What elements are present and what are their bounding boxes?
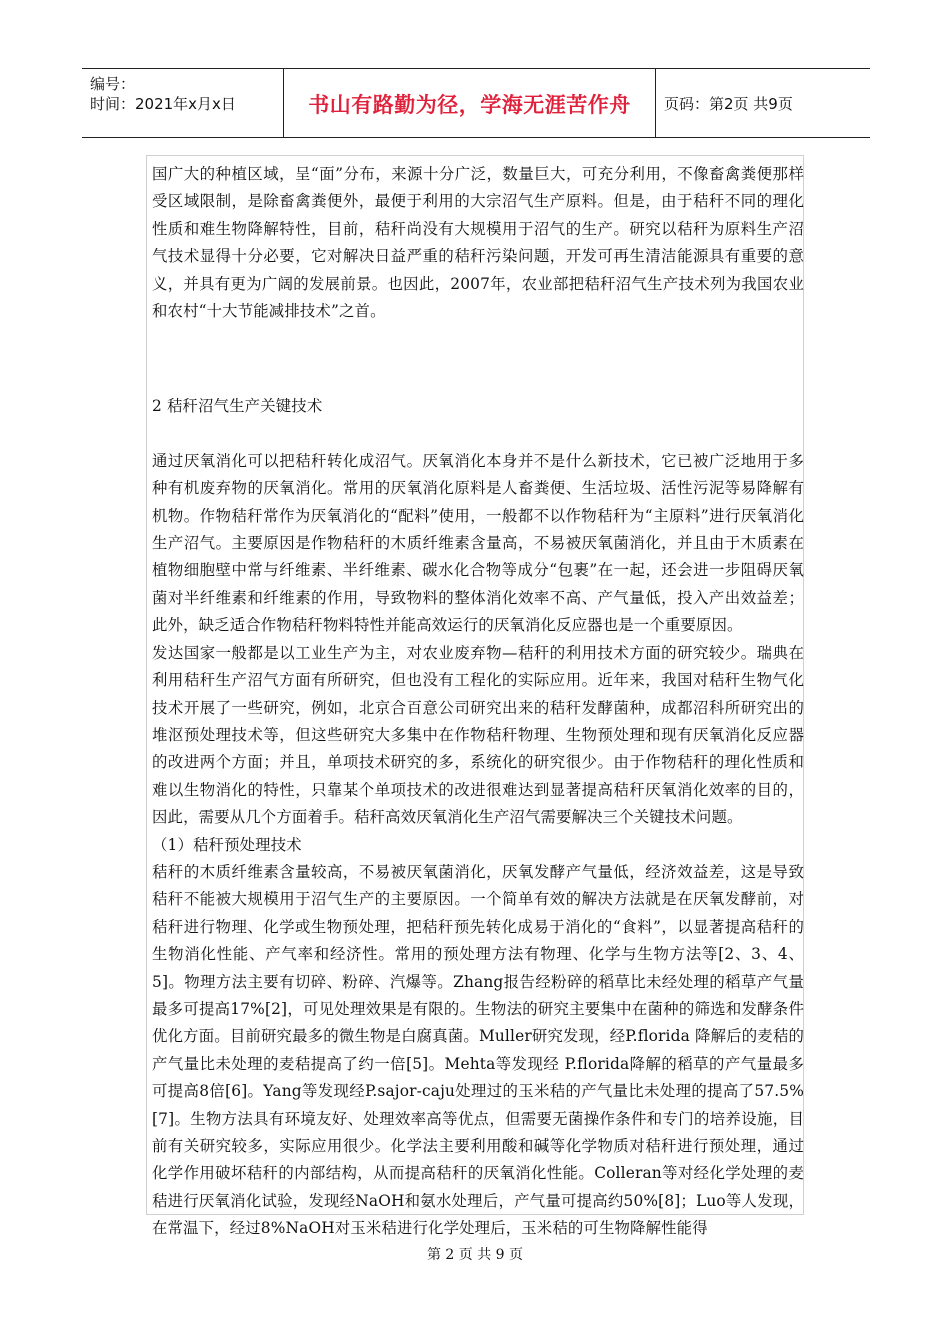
time-label: 时间：2021年x月x日 [90,95,236,113]
paragraph: 秸秆的木质纤维素含量较高，不易被厌氧菌消化，厌氧发酵产气量低，经济效益差，这是导致秸秆不能被大规模用于沼气生产的主要原因。一个简单有效的解决方法就是在厌氧发酵前，对秸秆进行物理、化学或生物预处理，把秸秆预先转化成易于消化的“食料”，以显著提高秸秆的生物消化性能、产气率和经济性。常用的预处理方法有物理、化学与生物方法等[2、3、4、5]。物理方法主要有切碎、粉碎、汽爆等。Zhang报告经粉碎的稻草比未经处理的稻草产气量最多可提高17%[2]，可见处理效果是有限的。生物法的研究主要集中在菌种的筛选和发酵条件优化方面。目前研究最多的微生物是白腐真菌。Muller研究发现，经P.florida 降解后的麦秸的产气量比未处理的麦秸提高了约一倍[5]。Mehta等发现经 P.florida降解的稻草的产气量最多可提高8倍[6]。Yang等发现经P.sajor-caju处理过的玉米秸的产气量比未处理的提高了57.5%[7]。生物方法具有环境友好、处理效率高等优点，但需要无菌操作条件和专门的培养设施，目前有关研究较多，实际应用很少。化学法主要利用酸和碱等化学物质对秸秆进行预处理，通过化学作用破坏秸秆的内部结构，从而提高秸秆的厌氧消化性能。Colleran等对经化学处理的麦秸进行厌氧消化试验，发现经NaOH和氨水处理后，产气量可提高约50%[8]；Luo等人发现，在常温下，经过8%NaOH对玉米秸进行化学处理后，玉米秸的可生物降解性能得 [152,862,804,1238]
header-motto: 书山有路勤为径，学海无涯苦作舟 [308,93,631,117]
header-divider [655,69,656,137]
page-footer: 第 2 页 共 9 页 [426,1247,524,1263]
number-label: 编号： [90,75,136,93]
subheading: （1）秸秆预处理技术 [152,835,302,854]
header-meta [82,69,282,137]
paragraph: 通过厌氧消化可以把秸秆转化成沼气。厌氧消化本身并不是什么新技术，它已被广泛地用于多种有机废弃物的厌氧消化。常用的厌氧消化原料是人畜粪便、生活垃圾、活性污泥等易降解有机物。作物秸秆常作为厌氧消化的“配料”使用，一般都不以作物秸秆为“主原料”进行厌氧消化生产沼气。主要原因是作物秸秆的木质纤维素含量高，不易被厌氧菌消化，并且由于木质素在植物细胞壁中常与纤维素、半纤维素、碳水化合物等成分“包裹”在一起，还会进一步阻碍厌氧菌对半纤维素和纤维素的作用，导致物料的整体消化效率不高、产气量低，投入产出效益差；此外，缺乏适合作物秸秆物料特性并能高效运行的厌氧消化反应器也是一个重要原因。 [152,451,804,635]
header-page-info: 页码：第2页 共9页 [664,95,793,113]
section-heading: 2 秸秆沼气生产关键技术 [152,397,323,416]
header-table [82,68,870,138]
document-body [152,161,804,1243]
paragraph: 发达国家一般都是以工业生产为主，对农业废弃物—秸秆的利用技术方面的研究较少。瑞典在利用秸秆生产沼气方面有所研究，但也没有工程化的实际应用。近年来，我国对秸秆生物气化技术开展了一些研究，例如，北京合百意公司研究出来的秸秆发酵菌种，成都沼科所研究出的堆沤预处理技术等，但这些研究大多集中在作物秸秆物理、生物预处理和现有厌氧消化反应器的改进两个方面；并且，单项技术研究的多，系统化的研究很少。由于作物秸秆的理化性质和难以生物消化的特性，只靠某个单项技术的改进很难达到显著提高秸秆厌氧消化效率的目的，因此，需要从几个方面着手。秸秆高效厌氧消化生产沼气需要解决三个关键技术问题。 [152,643,804,827]
paragraph: 国广大的种植区域，呈“面”分布，来源十分广泛，数量巨大，可充分利用，不像畜禽粪便那样受区域限制，是除畜禽粪便外，最便于利用的大宗沼气生产原料。但是，由于秸秆不同的理化性质和难生物降解特性，目前，秸秆尚没有大规模用于沼气的生产。研究以秸秆为原料生产沼气技术显得十分必要，它对解决日益严重的秸秆污染问题，开发可再生清洁能源具有重要的意义，并具有更为广阔的发展前景。也因此，2007年，农业部把秸秆沼气生产技术列为我国农业和农村“十大节能减排技术”之首。 [152,165,804,321]
